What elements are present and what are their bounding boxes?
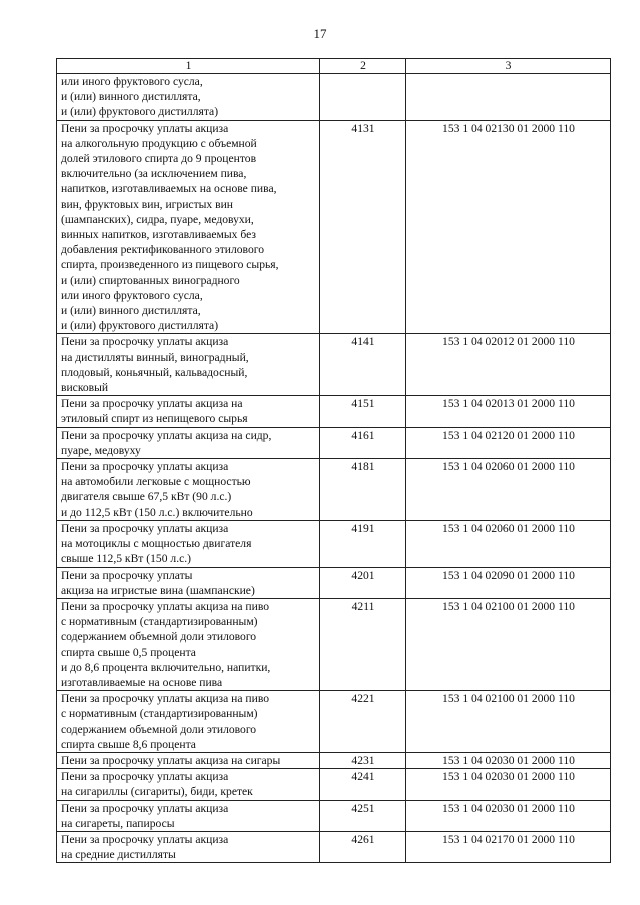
description-line: Пени за просрочку уплаты [61,568,193,582]
table-row [57,752,611,768]
row-kbk: 153 1 04 02030 01 2000 110 [406,800,611,831]
description-line: изготавливаемые на основе пива [61,675,223,689]
row-kbk: 153 1 04 02100 01 2000 110 [406,598,611,690]
row-kbk: 153 1 04 02012 01 2000 110 [406,334,611,396]
row-code: 4161 [320,427,406,458]
description-line: на сигареты, папиросы [61,816,175,830]
description-line: Пени за просрочку уплаты акциза на пиво [61,692,270,706]
column-header-2: 2 [320,59,406,74]
row-description [57,334,320,396]
description-line: на дистилляты винный, виноградный, [61,350,249,364]
description-line: Пени за просрочку уплаты акциза на сидр, [61,428,272,442]
row-code: 4211 [320,598,406,690]
description-line: на средние дистилляты [61,848,176,862]
table-row [57,396,611,427]
table-row [57,74,611,121]
description-line: Пени за просрочку уплаты акциза [61,770,229,784]
row-kbk: 153 1 04 02013 01 2000 110 [406,396,611,427]
row-kbk: 153 1 04 02030 01 2000 110 [406,769,611,800]
row-kbk: 153 1 04 02170 01 2000 110 [406,831,611,862]
row-code: 4231 [320,752,406,768]
budget-codes-table [56,58,611,863]
row-kbk: 153 1 04 02100 01 2000 110 [406,691,611,753]
row-description [57,427,320,458]
header-row [57,59,611,74]
description-line: или иного фруктового сусла, [61,288,203,302]
description-line: долей этилового спирта до 9 процентов [61,152,257,166]
row-description [57,752,320,768]
table-row [57,520,611,567]
description-line: Пени за просрочку уплаты акциза [61,121,229,135]
column-header-1: 1 [57,59,320,74]
description-line: и (или) фруктового дистиллята) [61,105,219,119]
description-line: с нормативным (стандартизированным) [61,707,258,721]
description-line: и до 8,6 процента включительно, напитки, [61,660,271,674]
description-line: вин, фруктовых вин, игристых вин [61,197,234,211]
description-line: плодовый, коньячный, кальвадосный, [61,365,248,379]
description-line: на алкогольную продукцию с объемной [61,136,257,150]
description-line: и (или) фруктового дистиллята) [61,319,219,333]
description-line: Пени за просрочку уплаты акциза [61,460,229,474]
table-header [57,59,611,74]
table-row [57,567,611,598]
table-row [57,459,611,521]
description-line: на мотоциклы с мощностью двигателя [61,537,252,551]
description-line: Пени за просрочку уплаты акциза на пиво [61,599,270,613]
description-line: содержанием объемной доли этилового [61,722,257,736]
row-description [57,800,320,831]
row-code: 4141 [320,334,406,396]
description-line: и (или) спиртованных виноградного [61,273,240,287]
row-kbk: 153 1 04 02060 01 2000 110 [406,520,611,567]
description-line: на автомобили легковые с мощностью [61,475,251,489]
row-kbk: 153 1 04 02090 01 2000 110 [406,567,611,598]
row-kbk: 153 1 04 02060 01 2000 110 [406,459,611,521]
table-row [57,427,611,458]
description-line: содержанием объемной доли этилового [61,630,257,644]
row-code [320,74,406,121]
row-code: 4151 [320,396,406,427]
description-line: с нормативным (стандартизированным) [61,615,258,629]
description-line: Пени за просрочку уплаты акциза [61,832,229,846]
description-line: Пени за просрочку уплаты акциза [61,521,229,535]
row-code: 4191 [320,520,406,567]
row-description [57,598,320,690]
row-code: 4261 [320,831,406,862]
description-line: добавления ректификованного этилового [61,243,265,257]
row-code: 4181 [320,459,406,521]
table-row [57,334,611,396]
row-description [57,120,320,334]
table-row [57,691,611,753]
row-description [57,520,320,567]
row-kbk [406,74,611,121]
description-line: винных напитков, изготавливаемых без [61,228,256,242]
description-line: и до 112,5 кВт (150 л.с.) включительно [61,505,253,519]
row-code: 4241 [320,769,406,800]
row-kbk: 153 1 04 02130 01 2000 110 [406,120,611,334]
description-line: спирта, произведенного из пищевого сырья, [61,258,279,272]
description-line: (шампанских), сидра, пуаре, медовухи, [61,212,254,226]
description-line: висковый [61,381,109,395]
row-kbk: 153 1 04 02030 01 2000 110 [406,752,611,768]
description-line: спирта свыше 0,5 процента [61,645,196,659]
description-line: Пени за просрочку уплаты акциза [61,801,229,815]
row-description [57,396,320,427]
description-line: напитков, изготавливаемых на основе пива, [61,182,277,196]
description-line: Пени за просрочку уплаты акциза на сигары [61,753,281,767]
description-line: этиловый спирт из непищевого сырья [61,412,248,426]
column-header-3: 3 [406,59,611,74]
table-row [57,598,611,690]
description-line: двигателя свыше 67,5 кВт (90 л.с.) [61,490,232,504]
row-description [57,691,320,753]
row-description [57,567,320,598]
description-line: пуаре, медовуху [61,443,141,457]
row-code: 4251 [320,800,406,831]
row-code: 4221 [320,691,406,753]
table-row [57,769,611,800]
description-line: и (или) винного дистиллята, [61,304,201,318]
row-code: 4201 [320,567,406,598]
description-line: спирта свыше 8,6 процента [61,737,196,751]
table-row [57,831,611,862]
description-line: на сигариллы (сигариты), биди, кретек [61,785,253,799]
row-kbk: 153 1 04 02120 01 2000 110 [406,427,611,458]
row-code: 4131 [320,120,406,334]
row-description [57,74,320,121]
row-description [57,769,320,800]
description-line: или иного фруктового сусла, [61,75,203,88]
table-body [57,74,611,863]
description-line: Пени за просрочку уплаты акциза на [61,397,243,411]
description-line: Пени за просрочку уплаты акциза [61,335,229,349]
description-line: включительно (за исключением пива, [61,167,247,181]
table-row [57,120,611,334]
page-number: 17 [313,26,327,41]
description-line: и (или) винного дистиллята, [61,90,201,104]
row-description [57,831,320,862]
description-line: свыше 112,5 кВт (150 л.с.) [61,552,192,566]
description-line: акциза на игристые вина (шампанские) [61,583,255,597]
table-row [57,800,611,831]
row-description [57,459,320,521]
